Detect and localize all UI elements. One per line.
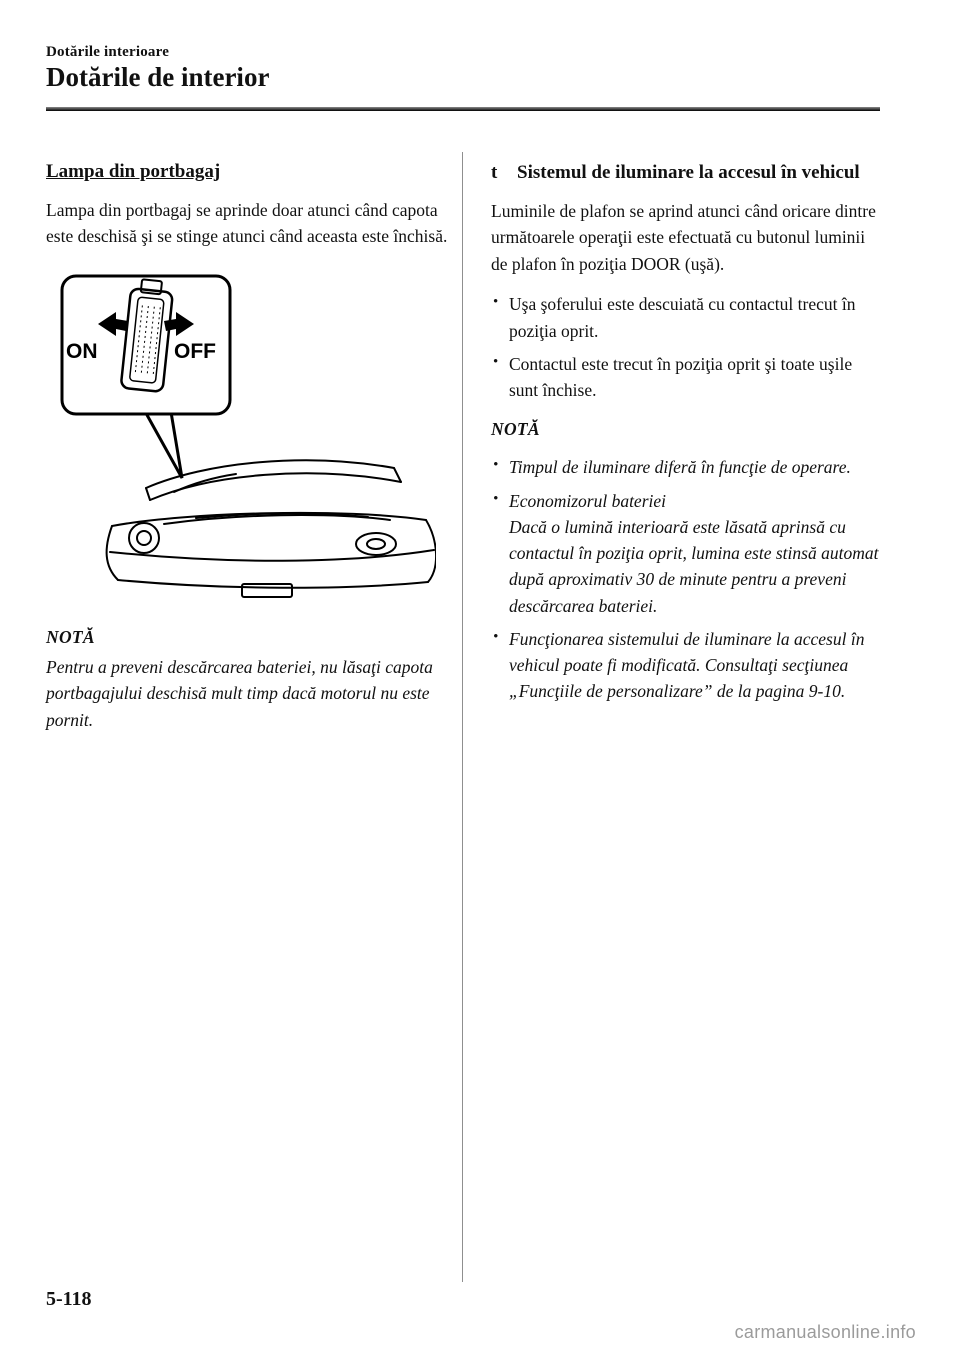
page-number: 5-118 — [46, 1288, 92, 1310]
illumination-note-list — [491, 454, 883, 704]
left-column — [46, 160, 452, 734]
note-title-left: NOTĂ — [46, 626, 95, 647]
section-title-trunk-lamp: Lampa din portbagaj — [46, 161, 221, 182]
note-title-right: NOTĂ — [491, 419, 540, 440]
list-item: • Timpul de iluminare diferă în funcţie de operare. — [491, 454, 883, 480]
list-item: • Funcţionarea sistemului de iluminare la accesul în vehicul poate fi modificată. Consultaţi secţiunea „Funcţiile de personalizare” de la pagina 9-10. — [491, 626, 883, 705]
section-title-illumination: Sistemul de iluminare la accesul în vehicul — [517, 162, 860, 183]
breadcrumb: Dotările interioare — [46, 44, 170, 60]
note-item-lead: • Economizorul bateriei — [509, 490, 666, 511]
section-heading-illumination — [491, 160, 883, 186]
page-title: Dotările de interior — [46, 62, 270, 92]
trunk-lamp-intro: Lampa din portbagaj se aprinde doar atunci când capota este deschisă şi se stinge atunci când aceasta este închisă. — [46, 199, 448, 247]
section-marker-icon: t — [491, 162, 498, 183]
note-body-left: Pentru a preveni descărcarea bateriei, nu lăsaţi capota portbagajului deschisă mult timp dacă motorul nu este pornit. — [46, 656, 433, 731]
on-label: ON — [66, 339, 98, 363]
watermark: carmanualsonline.info — [734, 1322, 916, 1342]
list-item: • Uşa şoferului este descuiată cu contactul trecut în poziţia oprit. — [491, 291, 883, 344]
list-item — [491, 488, 883, 619]
illumination-bullet-list — [491, 291, 883, 403]
trunk-lamp-illustration — [46, 266, 436, 611]
note-item-text: Dacă o lumină interioară este lăsată aprinsă cu contactul în poziţia oprit, lumina este stinsă automat după aproximativ 30 de minute pentru a preveni descărcarea bateriei. — [509, 516, 879, 616]
callout-tail — [142, 406, 182, 478]
illumination-intro: Luminile de plafon se aprind atunci când oricare dintre următoarele operaţii este efectuată cu butonul luminii de plafon în poziţia DOOR (uşă). — [491, 200, 876, 274]
car-rear-drawing — [107, 460, 436, 597]
right-column — [491, 160, 883, 712]
off-label: OFF — [174, 339, 216, 363]
list-item: • Contactul este trecut în poziţia oprit şi toate uşile sunt închise. — [491, 351, 883, 404]
column-divider — [462, 152, 463, 1282]
trunk-lamp-diagram — [46, 266, 436, 611]
header-rule — [46, 107, 880, 111]
